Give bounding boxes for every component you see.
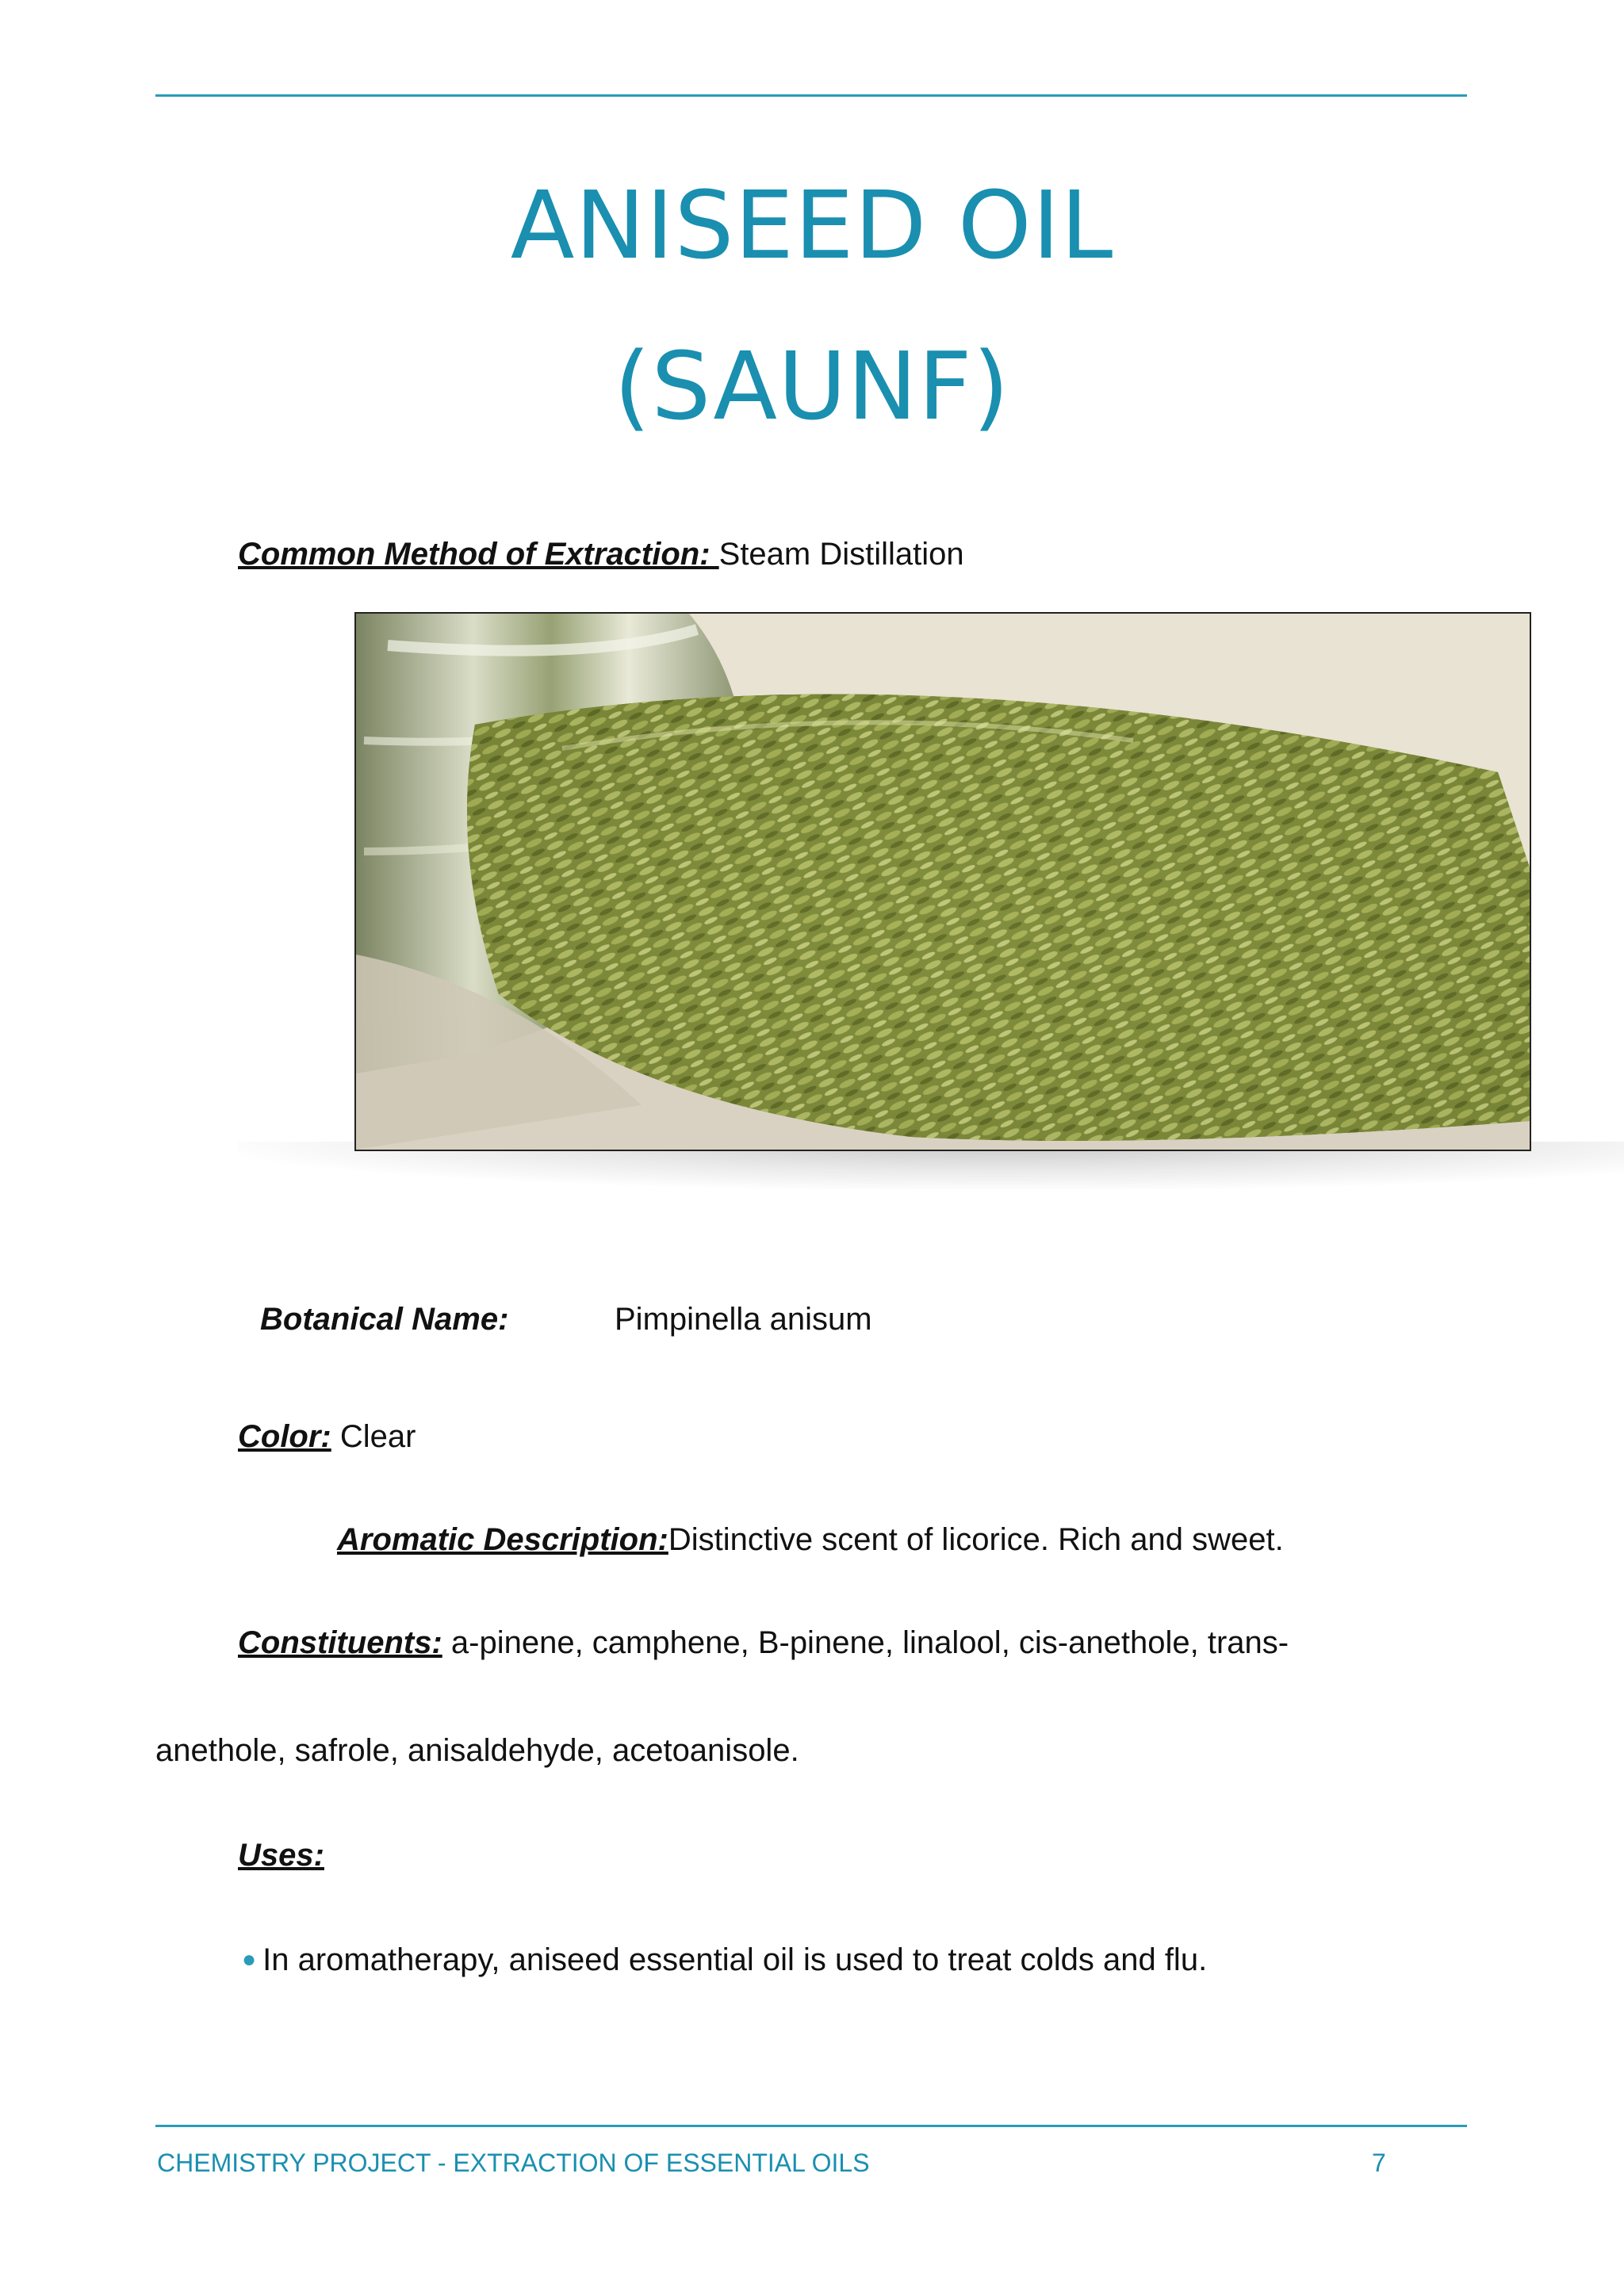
bullet-icon: ● <box>242 1946 257 1973</box>
botanical-label: Botanical Name: <box>260 1302 509 1337</box>
fennel-seeds-photo <box>354 612 1531 1151</box>
constituents-row <box>238 1624 1289 1662</box>
extraction-label: Common Method of Extraction: <box>238 537 719 572</box>
uses-label: Uses: <box>238 1838 324 1873</box>
page-number: 7 <box>1372 2149 1386 2177</box>
extraction-row <box>238 535 964 573</box>
aromatic-row <box>337 1521 1284 1559</box>
uses-row <box>238 1836 324 1874</box>
botanical-row <box>260 1300 508 1338</box>
aromatic-value: Distinctive scent of licorice. Rich and sweet. <box>668 1522 1284 1557</box>
extraction-value: Steam Distillation <box>718 537 964 572</box>
aromatic-label: Aromatic Description: <box>337 1522 668 1557</box>
footer-rule <box>155 2125 1467 2127</box>
uses-item-text: In aromatherapy, aniseed essential oil is used to treat colds and flu. <box>262 1942 1208 1977</box>
color-row <box>238 1418 416 1456</box>
header-rule <box>155 94 1467 97</box>
color-label: Color: <box>238 1419 331 1454</box>
constituents-value-line-1: a-pinene, camphene, B-pinene, linalool, cis-anethole, trans- <box>442 1625 1289 1660</box>
botanical-value: Pimpinella anisum <box>615 1302 872 1337</box>
page-title-line-1: ANISEED OIL <box>510 170 1114 280</box>
constituents-label: Constituents: <box>238 1625 442 1660</box>
page-title-line-2: (SAUNF) <box>614 331 1010 441</box>
constituents-value-line-2: anethole, safrole, anisaldehyde, acetoanisole. <box>155 1733 799 1768</box>
color-value: Clear <box>331 1419 416 1454</box>
uses-list-item <box>242 1941 1207 1979</box>
fennel-seeds-illustration <box>356 614 1530 1150</box>
footer-title: CHEMISTRY PROJECT - EXTRACTION OF ESSENTIAL OILS <box>157 2149 870 2177</box>
